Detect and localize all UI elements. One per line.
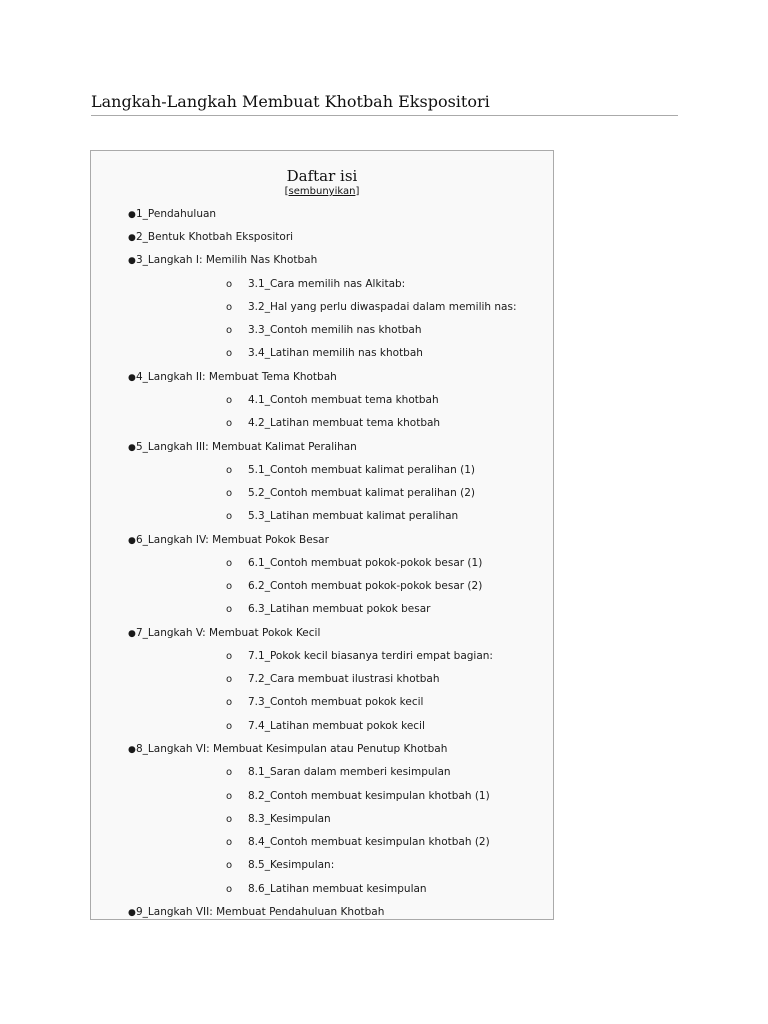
toc-subitem-label: 6.1_Contoh membuat pokok-pokok besar (1) [248,556,483,569]
toc-subitem[interactable] [91,882,553,905]
circle-bullet-icon: o [226,301,233,313]
bullet-icon: ● [128,628,136,639]
toc-subitem[interactable] [91,765,553,788]
circle-bullet-icon: o [226,464,233,476]
toc-toggle-open-bracket: [ [284,186,289,197]
toc-item-label: 4_Langkah II: Membuat Tema Khotbah [136,370,337,383]
toc-subitem-label: 8.3_Kesimpulan [248,812,331,825]
bullet-icon: ● [128,908,136,919]
toc-subitem[interactable] [91,509,553,532]
circle-bullet-icon: o [226,604,233,616]
circle-bullet-icon: o [226,674,233,686]
toc-subitem-label: 8.5_Kesimpulan: [248,859,335,872]
toc-subitem[interactable] [91,719,553,742]
toc-subitem-label: 6.3_Latihan membuat pokok besar [248,603,431,616]
circle-bullet-icon: o [226,511,233,523]
toc-item[interactable] [91,626,553,649]
toc-item-label: 8_Langkah VI: Membuat Kesimpulan atau Penutup Khotbah [136,743,448,756]
toc-subitem-label: 7.3_Contoh membuat pokok kecil [248,696,424,709]
toc-subitem-label: 5.1_Contoh membuat kalimat peralihan (1) [248,463,475,476]
toc-subitem[interactable] [91,277,553,300]
circle-bullet-icon: o [226,557,233,569]
toc-title: Daftar isi [286,167,358,185]
toc-subitem[interactable] [91,695,553,718]
circle-bullet-icon: o [226,697,233,709]
toc-subitem-label: 5.2_Contoh membuat kalimat peralihan (2) [248,487,475,500]
toc-subitem-label: 3.2_Hal yang perlu diwaspadai dalam memilih nas: [248,300,517,313]
toc-subitem[interactable] [91,556,553,579]
toc-toggle [91,185,553,199]
bullet-icon: ● [128,372,136,383]
circle-bullet-icon: o [226,720,233,732]
toc-subitem[interactable] [91,463,553,486]
page-title: Langkah-Langkah Membuat Khotbah Ekspositori [91,90,678,116]
toc-subitem[interactable] [91,416,553,439]
circle-bullet-icon: o [226,883,233,895]
circle-bullet-icon: o [226,837,233,849]
toc-subitem-label: 6.2_Contoh membuat pokok-pokok besar (2) [248,580,483,593]
circle-bullet-icon: o [226,790,233,802]
toc-toggle-close-bracket: ] [355,186,360,197]
toc-item[interactable] [91,207,553,230]
toc-list [91,207,553,920]
toc-subitem-label: 4.2_Latihan membuat tema khotbah [248,417,441,430]
circle-bullet-icon: o [226,278,233,290]
bullet-icon: ● [128,233,136,244]
toc-subitem-label: 8.4_Contoh membuat kesimpulan khotbah (2) [248,836,490,849]
toc-item-label: 9_Langkah VII: Membuat Pendahuluan Khotbah [136,906,385,919]
circle-bullet-icon: o [226,860,233,872]
toc-item-label: 2_Bentuk Khotbah Ekspositori [136,231,294,244]
toc-subitem[interactable] [91,323,553,346]
toc-item[interactable] [91,230,553,253]
toc-item[interactable] [91,370,553,393]
circle-bullet-icon: o [226,394,233,406]
toc-subitem-label: 7.4_Latihan membuat pokok kecil [248,719,425,732]
bullet-icon: ● [128,442,136,453]
toc-item[interactable] [91,440,553,463]
toc-item[interactable] [91,742,553,765]
toc-subitem-label: 8.1_Saran dalam memberi kesimpulan [248,766,451,779]
bullet-icon: ● [128,745,136,756]
toc-subitem[interactable] [91,579,553,602]
toc-item-label: 1_Pendahuluan [136,208,217,220]
toc-subitem-label: 8.2_Contoh membuat kesimpulan khotbah (1) [248,789,490,802]
toc-item[interactable] [91,253,553,276]
circle-bullet-icon: o [226,418,233,430]
bullet-icon: ● [128,256,136,267]
circle-bullet-icon: o [226,325,233,337]
toc-subitem-label: 7.2_Cara membuat ilustrasi khotbah [248,673,440,686]
toc-header [91,166,553,199]
toc-item-label: 7_Langkah V: Membuat Pokok Kecil [136,626,321,639]
bullet-icon: ● [128,210,136,220]
circle-bullet-icon: o [226,813,233,825]
toc-subitem-label: 8.6_Latihan membuat kesimpulan [248,882,427,895]
toc-subitem-label: 4.1_Contoh membuat tema khotbah [248,393,439,406]
toc-item-label: 5_Langkah III: Membuat Kalimat Peralihan [136,440,357,453]
toc-subitem[interactable] [91,858,553,881]
toc-subitem[interactable] [91,300,553,323]
toc-item[interactable] [91,533,553,556]
toc-subitem[interactable] [91,602,553,625]
toc-subitem-label: 7.1_Pokok kecil biasanya terdiri empat bagian: [248,649,493,662]
toc-subitem[interactable] [91,672,553,695]
circle-bullet-icon: o [226,650,233,662]
toc-subitem[interactable] [91,835,553,858]
toc-subitem[interactable] [91,393,553,416]
circle-bullet-icon: o [226,767,233,779]
toc-hide-link[interactable]: sembunyikan [288,186,356,197]
toc-subitem-label: 3.1_Cara memilih nas Alkitab: [248,277,406,290]
toc-item-label: 6_Langkah IV: Membuat Pokok Besar [136,533,329,546]
toc-subitem[interactable] [91,486,553,509]
toc-subitem[interactable] [91,346,553,369]
toc-item[interactable] [91,905,553,920]
toc-subitem[interactable] [91,812,553,835]
toc-item-label: 3_Langkah I: Memilih Nas Khotbah [136,254,318,267]
toc-subitem[interactable] [91,789,553,812]
toc-subitem-label: 3.4_Latihan memilih nas khotbah [248,347,423,360]
circle-bullet-icon: o [226,348,233,360]
circle-bullet-icon: o [226,581,233,593]
bullet-icon: ● [128,535,136,546]
toc-subitem-label: 5.3_Latihan membuat kalimat peralihan [248,510,459,523]
circle-bullet-icon: o [226,488,233,500]
toc-subitem[interactable] [91,649,553,672]
toc-subitem-label: 3.3_Contoh memilih nas khotbah [248,324,422,337]
table-of-contents [90,150,554,920]
